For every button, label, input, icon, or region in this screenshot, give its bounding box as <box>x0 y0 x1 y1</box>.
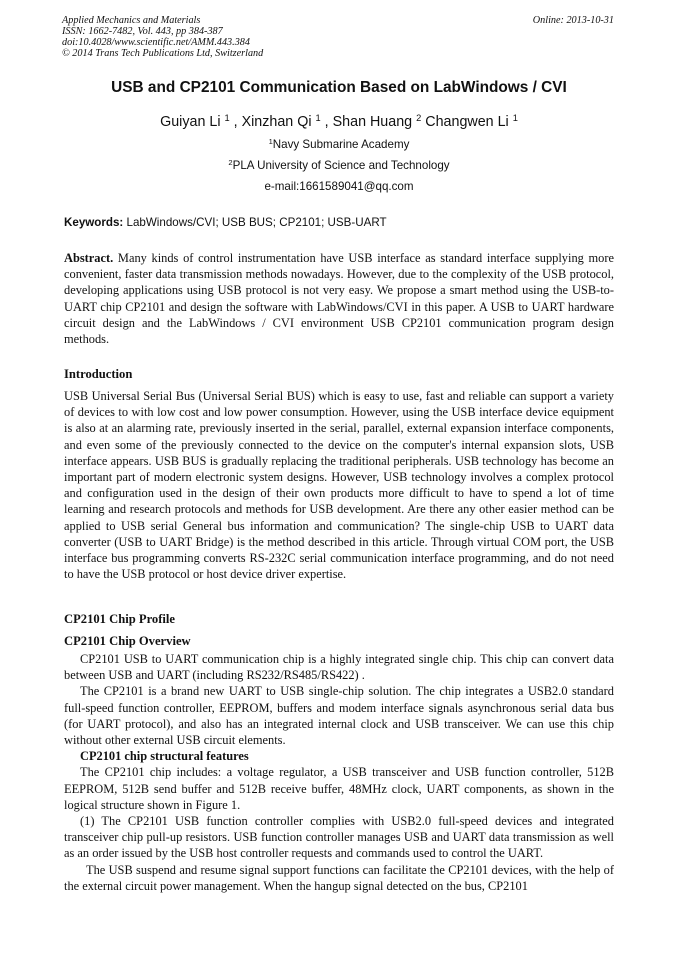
journal-name: Applied Mechanics and Materials <box>62 15 201 26</box>
profile-heading: CP2101 Chip Profile <box>64 612 176 626</box>
introduction-paragraph: USB Universal Serial Bus (Universal Serial BUS) which is easy to use, fast and reliable can support a variety of devices to with low cost and low power consumption. However, using the USB interface device equipment is also at an alarming rate, previously inserted in the serial, parallel, external expansion interface components, and even some of the previously connected to the device on the computer's internal expansion slots, USB interface appears. USB BUS is gradually replacing the traditional peripherals. USB technology has become an important part of modern electronic system designs. However, USB technology involves a complex protocol and configuration used in the design of their own products more difficult to have to spend a lot of time learning and research protocols and methods for USB development. Are there any other easier method can be applied to USB serial General bus information and communication? The single-chip USB to UART data converter (USB to UART Bridge) is the method described in this article. Through virtual COM port, the USB interface bus programming converts RS-232C serial communication interface programming, and do not need to have the USB protocol or host device driver expertise. <box>64 389 614 582</box>
author-affiliation-mark: 2 <box>416 112 422 123</box>
author-affiliation-mark: 1 <box>512 112 518 123</box>
affiliation-mark: 1 <box>268 136 273 146</box>
paragraph: The CP2101 chip includes: a voltage regulator, a USB transceiver and USB function controller, 512B EEPROM, 512B send buffer and 512B receive buffer, 48MHz clock, UART components, as shown in the logical structure shown in Figure 1. <box>64 765 614 812</box>
author-name: Guiyan Li <box>160 114 221 130</box>
online-date: Online: 2013-10-31 <box>532 15 614 26</box>
author-name: Shan Huang <box>332 114 413 130</box>
contact-email: e-mail:1661589041@qq.com <box>264 180 414 193</box>
overview-heading: CP2101 Chip Overview <box>64 634 191 648</box>
author-affiliation-mark: 1 <box>224 112 230 123</box>
paper-title: USB and CP2101 Communication Based on LabWindows / CVI <box>111 79 567 96</box>
journal-header <box>62 15 263 59</box>
issn-line: ISSN: 1662-7482, Vol. 443, pp 384-387 <box>62 26 223 37</box>
author-affiliation-mark: 1 <box>315 112 321 123</box>
paragraph: CP2101 USB to UART communication chip is a highly integrated single chip. This chip can convert data between USB and UART (including RS232/RS485/RS422) . <box>64 652 614 683</box>
affiliation-mark: 2 <box>228 157 233 167</box>
paragraph: The USB suspend and resume signal support functions can facilitate the CP2101 devices, with the help of the external circuit power management. When the hangup signal detected on the bus, CP2101 <box>64 862 614 893</box>
abstract-text: Many kinds of control instrumentation have USB interface as standard interface supplying more convenient, faster data transmission methods nowadays. However, due to the complexity of the USB protocol, developing applications using USB protocol is not very easy. We propose a smart method using the USB-to-UART chip CP2101 and design the software with LabWindows/CVI in this paper. A USB to UART hardware circuit design and the LabWindows / CVI environment USB CP2101 communication program design methods. <box>64 251 614 347</box>
paragraph: (1) The CP2101 USB function controller complies with USB2.0 full-speed devices and integrated transceiver chip pull-up resistors. USB function controller manages USB and UART data transmission as well as an order issued by the USB host controller requests and commands used to control the UART. <box>64 814 614 861</box>
affiliation-name: Navy Submarine Academy <box>272 138 410 151</box>
copyright-line: © 2014 Trans Tech Publications Ltd, Switzerland <box>62 48 264 59</box>
affiliation-1 <box>0 138 678 151</box>
keywords-label: Keywords: <box>64 216 124 229</box>
abstract <box>64 250 614 347</box>
author-name: Xinzhan Qi <box>241 114 312 130</box>
introduction-heading: Introduction <box>64 367 133 381</box>
paragraph: The CP2101 is a brand new UART to USB single-chip solution. The chip integrates a USB2.0 standard full-speed function controller, EEPROM, buffers and modem interface signals asynchronous serial data bus (for UART protocol), and also has an integrated internal clock and USB transceiver. We can use this chip without other external USB circuit elements. <box>64 684 614 748</box>
keywords-text: LabWindows/CVI; USB BUS; CP2101; USB-UART <box>126 216 387 229</box>
introduction-body <box>64 388 614 582</box>
abstract-label: Abstract. <box>64 251 114 265</box>
affiliation-2 <box>0 159 678 172</box>
author-name: Changwen Li <box>425 114 509 130</box>
author-list: Guiyan Li $^1$ , Xinzhan Qi $^1$ , Shan Huang $^2$ Changwen Li $^1$ <box>160 112 518 130</box>
affiliation-name: PLA University of Science and Technology <box>232 159 450 172</box>
structure-heading: CP2101 chip structural features <box>80 749 249 764</box>
overview-body <box>64 651 614 894</box>
keywords <box>64 216 387 229</box>
doi-line: doi:10.4028/www.scientific.net/AMM.443.384 <box>62 37 250 48</box>
